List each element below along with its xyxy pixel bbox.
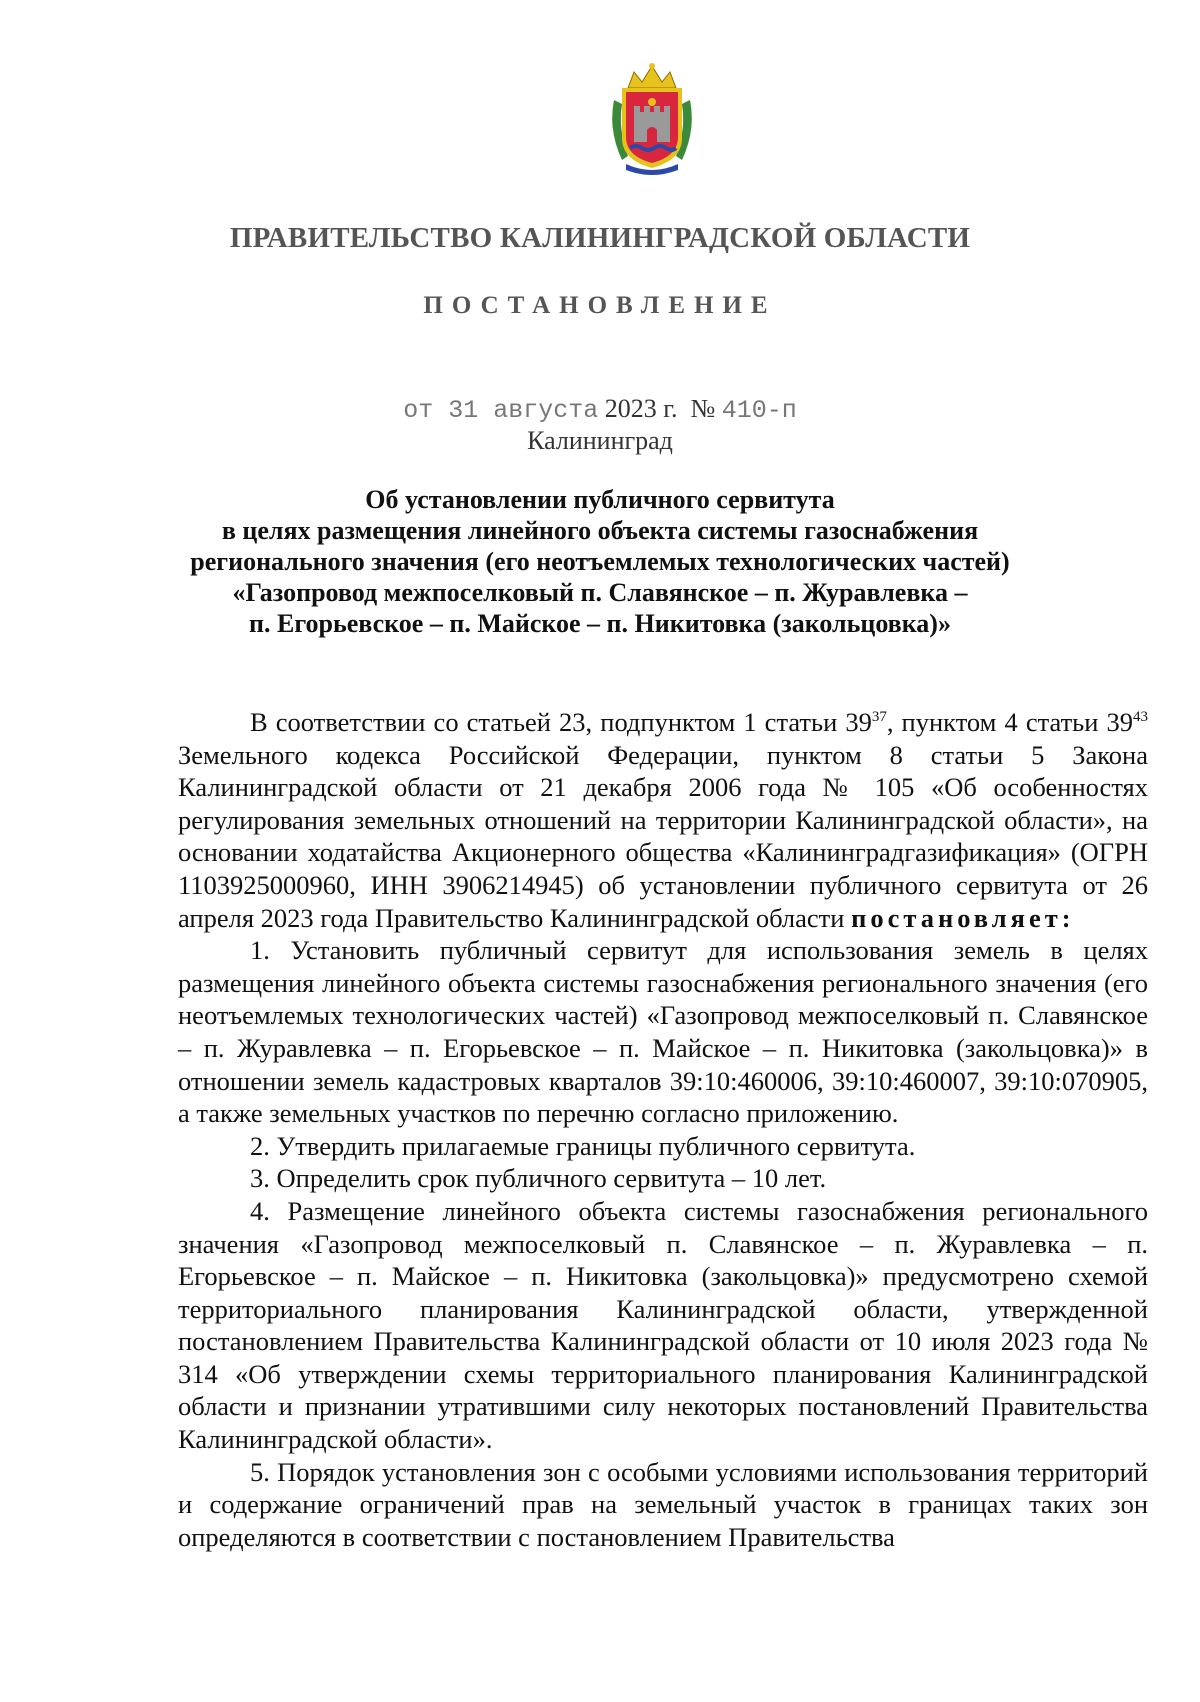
title-line: Об установлении публичного сервитута — [365, 485, 835, 514]
preamble-part: В соответствии со статьей 23, подпунктом 1 статьи 39 — [250, 707, 872, 737]
document-number: 410-п — [721, 396, 797, 425]
preamble-paragraph — [178, 706, 1148, 934]
city: Калининград — [527, 426, 673, 455]
organization-name: ПРАВИТЕЛЬСТВО КАЛИНИНГРАДСКОЙ ОБЛАСТИ — [229, 222, 971, 254]
item-paragraph: 5. Порядок установления зон с особыми условиями использования территорий и содержание ограничений прав на земельный участок в границах таких зон определяются в соответствии с постановлением Правительства — [178, 1456, 1148, 1552]
item-paragraph: 2. Утвердить прилагаемые границы публичного сервитута. — [250, 1130, 916, 1161]
date-year: 2023 г. — [604, 394, 678, 423]
item-paragraph: 1. Установить публичный сервитут для использования земель в целях размещения линейного объекта системы газоснабжения регионального значения (его неотъемлемых технологических частей) «Газопровод межпоселковый п. Славянское – п. Журавлевка – п. Егорьевское – п. Майское – п. Никитовка (закольцовка)» в отношении земель кадастровых кварталов 39:10:460006, 39:10:460007, 39:10:070905, а также земельных участков по перечню согласно приложению. — [178, 935, 1148, 1129]
item-paragraph: 4. Размещение линейного объекта системы газоснабжения регионального значения «Газопровод межпоселковый п. Славянское – п. Журавлевка – п. Егорьевское – п. Майское – п. Никитовка (закольцовка)» предусмотрено схемой территориального планирования Калининградской области, утвержденной постановлением Правительства Калининградской области от 10 июля 2023 года № 314 «Об утверждении схемы территориального планирования Калининградской области и признании утратившими силу некоторых постановлений Правительства Калининградской области». — [178, 1195, 1148, 1455]
title-line: в целях размещения линейного объекта системы газоснабжения — [221, 516, 979, 545]
document-body — [178, 706, 1148, 1553]
document-type: ПОСТАНОВЛЕНИЕ — [423, 292, 777, 319]
coat-of-arms-emblem — [606, 60, 698, 178]
date-prefix: от 31 августа — [403, 396, 599, 425]
title-line: регионального значения (его неотъемлемых технологических частей) — [190, 547, 1010, 576]
preamble-part: Земельного кодекса Российской Федерации, пунктом 8 статьи 5 Закона Калининградской области от 21 декабря 2006 года № 105 «Об особенностях регулирования земельных отношений на территории Калининградской области», на основании ходатайства Акционерного общества «Калининградгазификация» (ОГРН 1103925000960, ИНН 3906214945) об установлении публичного сервитута от 26 апреля 2023 года Правительство Калининградской области — [178, 739, 1148, 933]
item-paragraph: 3. Определить срок публичного сервитута – 10 лет. — [250, 1163, 827, 1194]
title-line: п. Егорьевское – п. Майское – п. Никитовка (закольцовка)» — [249, 609, 951, 638]
preamble-part: , пунктом 4 статьи 39 — [886, 707, 1133, 737]
title-line: «Газопровод межпоселковый п. Славянское – п. Журавлевка – — [232, 578, 968, 607]
number-sign: № — [690, 394, 716, 423]
resolves-word: постановляет: — [851, 902, 1075, 933]
superscript: 43 — [1133, 709, 1148, 725]
date-line — [0, 394, 1200, 425]
superscript: 37 — [871, 709, 887, 725]
document-title — [0, 484, 1200, 639]
